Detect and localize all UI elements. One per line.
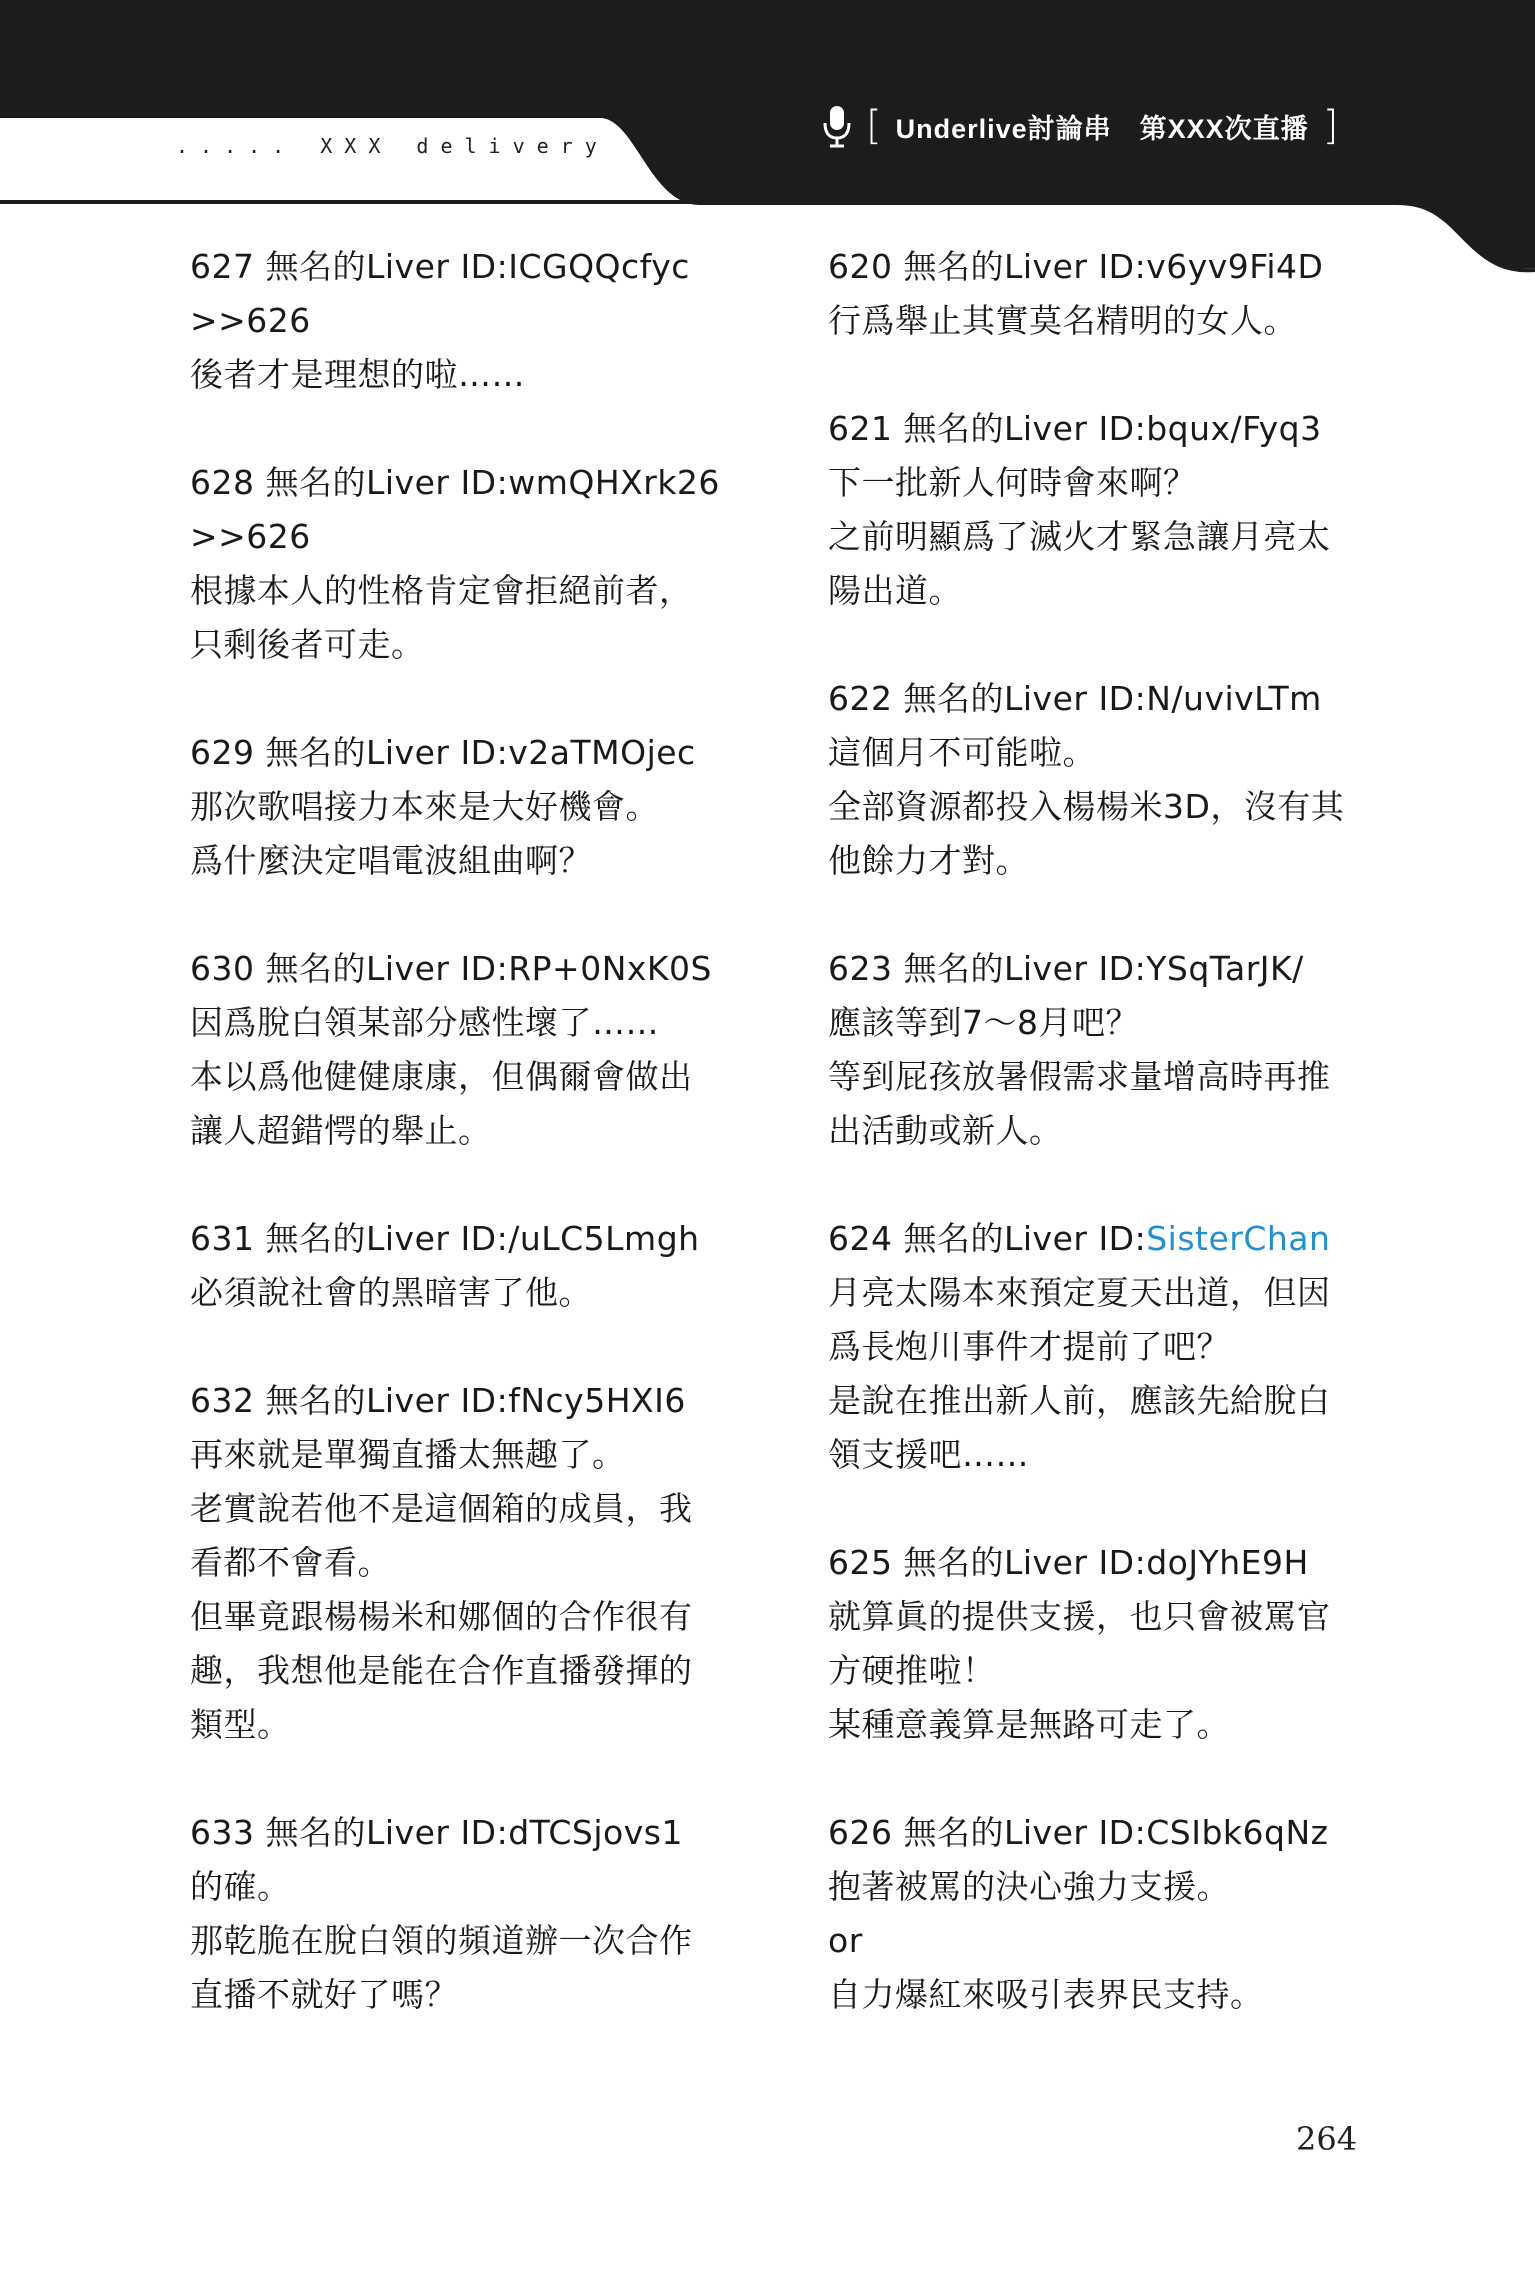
thread-post <box>190 1212 760 1320</box>
post-text-line: 那次歌唱接力本來是大好機會。 <box>190 787 659 826</box>
post-text-line: 出活動或新人。 <box>828 1111 1063 1150</box>
poster-id-prefix: ID: <box>460 1813 509 1852</box>
post-header <box>190 240 760 294</box>
post-number: 630 <box>190 949 255 988</box>
bracket-open: [ <box>866 103 882 149</box>
thread-post <box>828 672 1398 888</box>
poster-id: dTCSjovs1 <box>508 1813 683 1852</box>
post-text-line: >>626 <box>190 517 311 556</box>
thread-post <box>828 1212 1398 1482</box>
post-text-line: 只剩後者可走。 <box>190 625 425 664</box>
poster-id-prefix: ID: <box>1098 247 1147 286</box>
post-text-line: 自力爆紅來吸引表界民支持。 <box>828 1975 1264 2014</box>
thread-post <box>190 942 760 1158</box>
right-column <box>828 240 1398 2076</box>
post-number: 626 <box>828 1813 893 1852</box>
poster-id: YSqTarJK/ <box>1146 949 1304 988</box>
post-header <box>828 240 1398 294</box>
thread-post <box>190 456 760 672</box>
thread-post <box>190 1374 760 1752</box>
post-text-line: 類型。 <box>190 1705 291 1744</box>
poster-id: fNcy5HXI6 <box>508 1381 686 1420</box>
poster-id-prefix: ID: <box>1098 409 1147 448</box>
thread-post <box>828 1536 1398 1752</box>
poster-id-prefix: ID: <box>460 1219 509 1258</box>
poster-id-prefix: ID: <box>1098 949 1147 988</box>
post-text-line: 他餘力才對。 <box>828 841 1029 880</box>
poster-name: 無名的Liver <box>903 409 1088 448</box>
post-text-line: 某種意義算是無路可走了。 <box>828 1705 1230 1744</box>
post-number: 631 <box>190 1219 255 1258</box>
header-left-text: ..... XXX delivery <box>176 134 609 158</box>
poster-name: 無名的Liver <box>903 949 1088 988</box>
poster-id: CSIbk6qNz <box>1146 1813 1329 1852</box>
poster-name: 無名的Liver <box>265 949 450 988</box>
post-header <box>190 1806 760 1860</box>
post-text-line: 因爲脫白領某部分感性壞了…… <box>190 1003 659 1042</box>
post-number: 625 <box>828 1543 893 1582</box>
post-number: 633 <box>190 1813 255 1852</box>
post-text-line: 讓人超錯愕的舉止。 <box>190 1111 492 1150</box>
poster-id-prefix: ID: <box>1098 1813 1147 1852</box>
post-text-line: 月亮太陽本來預定夏天出道，但因 <box>828 1273 1331 1312</box>
post-text-line: 行爲舉止其實莫名精明的女人。 <box>828 301 1297 340</box>
post-header <box>828 1212 1398 1266</box>
post-number: 627 <box>190 247 255 286</box>
poster-id: /uLC5Lmgh <box>508 1219 700 1258</box>
post-text-line: 應該等到7～8月吧？ <box>828 1003 1139 1042</box>
poster-id-prefix: ID: <box>1098 1543 1147 1582</box>
poster-id-prefix: ID: <box>1098 679 1147 718</box>
thread-post <box>828 942 1398 1158</box>
post-text-line: or <box>828 1921 863 1960</box>
post-number: 621 <box>828 409 893 448</box>
post-number: 628 <box>190 463 255 502</box>
page-number: 264 <box>1296 2120 1358 2158</box>
post-text-line: 爲長炮川事件才提前了吧？ <box>828 1327 1230 1366</box>
post-number: 620 <box>828 247 893 286</box>
poster-id: v6yv9Fi4D <box>1146 247 1324 286</box>
left-column <box>190 240 760 2076</box>
post-text-line: 這個月不可能啦。 <box>828 733 1096 772</box>
post-header <box>190 1374 760 1428</box>
post-header <box>190 1212 760 1266</box>
post-text-line: 抱著被罵的決心強力支援。 <box>828 1867 1230 1906</box>
post-header <box>190 726 760 780</box>
post-header <box>828 402 1398 456</box>
poster-id: doJYhE9H <box>1146 1543 1309 1582</box>
poster-name: 無名的Liver <box>265 1813 450 1852</box>
poster-name: 無名的Liver <box>265 463 450 502</box>
post-text-line: 本以爲他健健康康，但偶爾會做出 <box>190 1057 693 1096</box>
post-text-line: 領支援吧…… <box>828 1435 1029 1474</box>
poster-id: RP+0NxK0S <box>508 949 712 988</box>
poster-name: 無名的Liver <box>265 1381 450 1420</box>
thread-post <box>828 402 1398 618</box>
post-number: 624 <box>828 1219 893 1258</box>
poster-name: 無名的Liver <box>903 679 1088 718</box>
post-text-line: 之前明顯爲了滅火才緊急讓月亮太 <box>828 517 1331 556</box>
post-text-line: 是說在推出新人前，應該先給脫白 <box>828 1381 1331 1420</box>
poster-id-prefix: ID: <box>460 949 509 988</box>
thread-post <box>190 240 760 402</box>
post-text-line: 那乾脆在脫白領的頻道辦一次合作 <box>190 1921 693 1960</box>
poster-id: bqux/Fyq3 <box>1146 409 1322 448</box>
post-text-line: 的確。 <box>190 1867 291 1906</box>
poster-name: 無名的Liver <box>903 1219 1088 1258</box>
post-header <box>828 1806 1398 1860</box>
post-text-line: >>626 <box>190 301 311 340</box>
thread-post <box>190 1806 760 2022</box>
poster-name: 無名的Liver <box>265 733 450 772</box>
post-header <box>190 456 760 510</box>
poster-id-prefix: ID: <box>460 733 509 772</box>
post-header <box>828 672 1398 726</box>
poster-name: 無名的Liver <box>903 247 1088 286</box>
post-text-line: 陽出道。 <box>828 571 962 610</box>
poster-name: 無名的Liver <box>903 1543 1088 1582</box>
post-text-line: 必須說社會的黑暗害了他。 <box>190 1273 592 1312</box>
poster-id: v2aTMOjec <box>508 733 696 772</box>
series-title: Underlive討論串 <box>895 113 1112 144</box>
post-text-line: 爲什麼決定唱電波組曲啊？ <box>190 841 592 880</box>
thread-post <box>828 240 1398 348</box>
poster-id-prefix: ID: <box>460 1381 509 1420</box>
post-text-line: 就算眞的提供支援，也只會被罵官 <box>828 1597 1331 1636</box>
microphone-icon <box>822 104 852 148</box>
post-number: 629 <box>190 733 255 772</box>
poster-id-prefix: ID: <box>1098 1219 1147 1258</box>
post-text-line: 再來就是單獨直播太無趣了。 <box>190 1435 626 1474</box>
poster-name: 無名的Liver <box>265 1219 450 1258</box>
post-text-line: 老實說若他不是這個箱的成員，我 <box>190 1489 693 1528</box>
poster-id: N/uvivLTm <box>1146 679 1322 718</box>
post-text-line: 根據本人的性格肯定會拒絕前者， <box>190 571 693 610</box>
post-text-line: 直播不就好了嗎？ <box>190 1975 458 2014</box>
bracket-close: ] <box>1322 103 1339 149</box>
post-text-line: 但畢竟跟楊楊米和娜個的合作很有 <box>190 1597 693 1636</box>
post-text-line: 趣，我想他是能在合作直播發揮的 <box>190 1651 693 1690</box>
post-text-line: 看都不會看。 <box>190 1543 391 1582</box>
post-text-line: 全部資源都投入楊楊米3D，沒有其 <box>828 787 1345 826</box>
poster-name: 無名的Liver <box>265 247 450 286</box>
post-text-line: 方硬推啦！ <box>828 1651 996 1690</box>
poster-id: wmQHXrk26 <box>508 463 720 502</box>
poster-id: ICGQQcfyc <box>508 247 690 286</box>
post-number: 623 <box>828 949 893 988</box>
poster-name: 無名的Liver <box>903 1813 1088 1852</box>
poster-id: SisterChan <box>1146 1219 1331 1258</box>
header-title <box>822 100 1338 152</box>
post-header <box>828 1536 1398 1590</box>
post-header <box>828 942 1398 996</box>
episode-title: 第XXX次直播 <box>1139 113 1309 144</box>
poster-id-prefix: ID: <box>460 463 509 502</box>
post-text-line: 下一批新人何時會來啊？ <box>828 463 1197 502</box>
poster-id-prefix: ID: <box>460 247 509 286</box>
post-text-line: 等到屁孩放暑假需求量增高時再推 <box>828 1057 1331 1096</box>
post-text-line: 後者才是理想的啦…… <box>190 355 525 394</box>
post-header <box>190 942 760 996</box>
thread-post <box>828 1806 1398 2022</box>
post-number: 632 <box>190 1381 255 1420</box>
post-number: 622 <box>828 679 893 718</box>
thread-post <box>190 726 760 888</box>
